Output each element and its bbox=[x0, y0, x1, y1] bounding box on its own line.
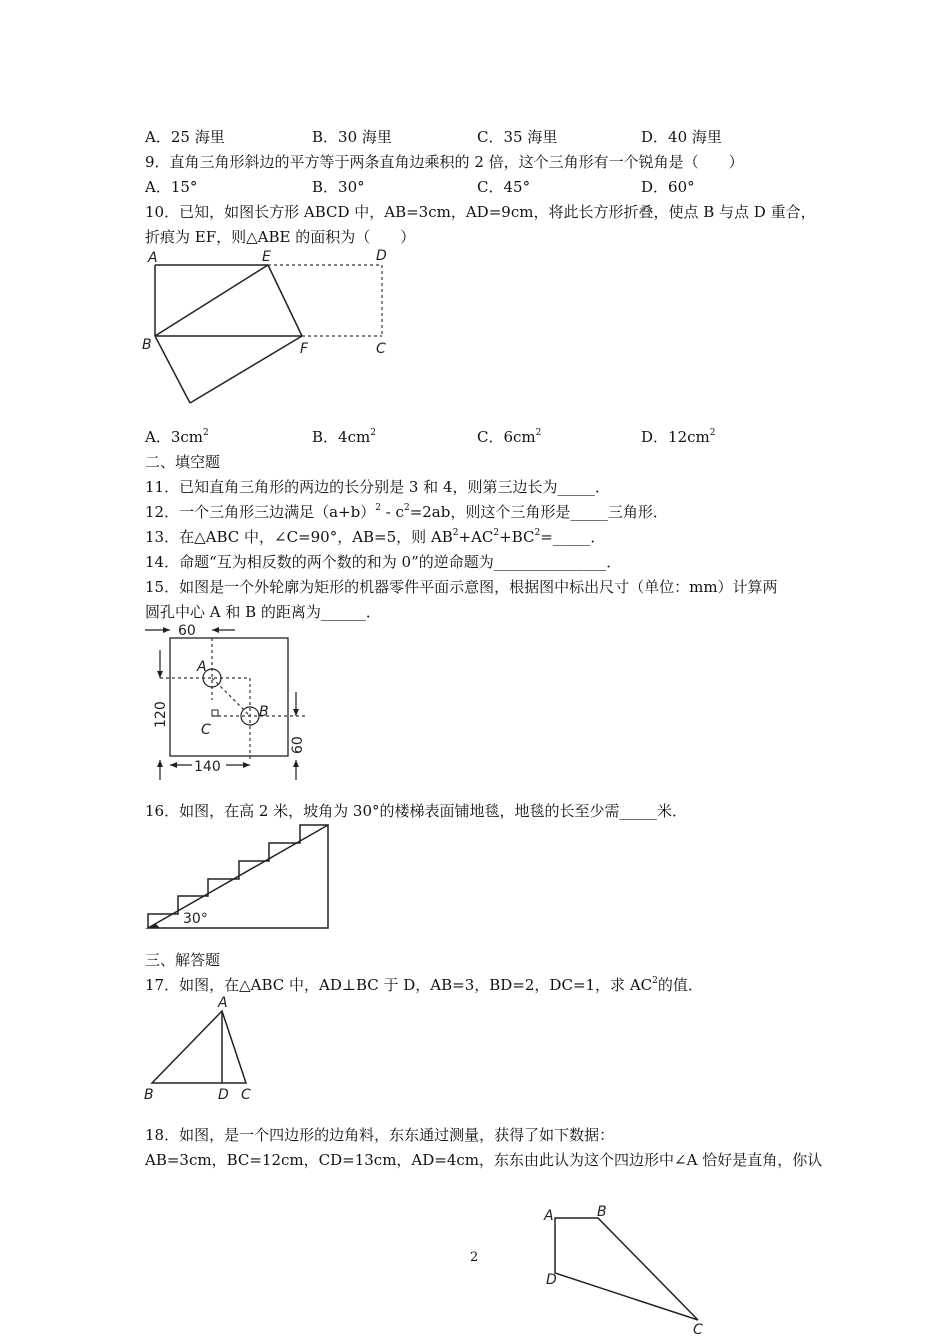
fig15-label-b: B bbox=[259, 704, 269, 720]
section-fill-in: 二、填空题 bbox=[145, 453, 221, 471]
fig15-right-dim-head2 bbox=[293, 760, 299, 767]
q15-figure bbox=[140, 620, 320, 785]
section-solve: 三、解答题 bbox=[145, 951, 221, 969]
fig15-label-right: 60 bbox=[290, 736, 306, 754]
q12-text: 12．一个三角形三边满足$(a+b)^2 - c^2=2ab$，则这个三角形是_____三角形． bbox=[145, 503, 668, 521]
q8-option-c: C．35 海里 bbox=[477, 128, 558, 146]
fig18-label-d: D bbox=[546, 1272, 557, 1288]
fig15-bottom-head-left bbox=[170, 762, 177, 768]
fig10-edge-bg bbox=[155, 336, 190, 403]
q9-option-c: C．45° bbox=[477, 178, 531, 196]
q10-text-line2: 折痕为 EF，则△ABE 的面积为（ ） bbox=[145, 228, 416, 246]
fig15-label-c: C bbox=[201, 722, 211, 738]
fig18-quadrilateral bbox=[555, 1218, 698, 1320]
q9-text: 9．直角三角形斜边的平方等于两条直角边乘积的 2 倍，这个三角形有一个锐角是（ ） bbox=[145, 153, 744, 171]
q18-text-line1: 18．如图，是一个四边形的边角料，东东通过测量，获得了如下数据： bbox=[145, 1126, 615, 1144]
q15-text-line2: 圆孔中心 A 和 B 的距离为______． bbox=[145, 603, 381, 621]
q11-text: 11．已知直角三角形的两边的长分别是 3 和 4，则第三边长为_____． bbox=[145, 478, 610, 496]
q10-option-d: D．$12cm^2$ bbox=[641, 428, 716, 446]
fig16-angle-label: 30° bbox=[183, 911, 208, 927]
fig18-label-a: A bbox=[544, 1208, 554, 1224]
fig15-left-dim-head2 bbox=[157, 760, 163, 767]
q10-text-line1: 10．已知，如图长方形 ABCD 中，AB=3cm，AD=9cm，将此长方形折叠，使点 B 与点 D 重合， bbox=[145, 203, 816, 221]
fig17-label-c: C bbox=[241, 1087, 251, 1103]
fig10-label-f: F bbox=[300, 341, 309, 357]
fig10-label-b: B bbox=[142, 337, 152, 353]
fig15-right-dim-head bbox=[293, 709, 299, 716]
fig15-label-a: A bbox=[197, 659, 207, 675]
q17-figure bbox=[140, 993, 265, 1105]
q8-option-b: B．30 海里 bbox=[312, 128, 392, 146]
fig17-triangle bbox=[152, 1011, 246, 1083]
q8-option-d: D．40 海里 bbox=[641, 128, 722, 146]
fig15-right-angle bbox=[212, 710, 218, 716]
q18-figure bbox=[540, 1200, 715, 1338]
fig15-arrowhead-tr bbox=[212, 627, 219, 633]
q9-option-a: A．15° bbox=[145, 178, 198, 196]
q8-option-a: A．25 海里 bbox=[145, 128, 225, 146]
fig17-label-a: A bbox=[218, 995, 228, 1011]
page-number: 2 bbox=[470, 1250, 479, 1265]
fig10-label-e: E bbox=[262, 249, 271, 265]
q16-figure bbox=[145, 822, 330, 930]
fig15-bottom-head-right bbox=[243, 762, 250, 768]
fig15-outline bbox=[170, 638, 288, 756]
q18-text-line2: AB=3cm，BC=12cm，CD=13cm，AD=4cm，东东由此认为这个四边形中∠A 恰好是直角，你认 bbox=[145, 1151, 823, 1169]
fig10-edge-be bbox=[155, 265, 268, 336]
fig15-arrowhead-tl bbox=[163, 627, 170, 633]
fig15-label-bottom: 140 bbox=[194, 759, 221, 775]
q10-option-b: B．$4cm^2$ bbox=[312, 428, 376, 446]
fig18-label-b: B bbox=[597, 1204, 607, 1220]
q13-text: 13．在△ABC 中，∠C=90°，AB=5，则 $AB^2+AC^2+BC^2=\_\_\_\_\_$． bbox=[145, 528, 606, 546]
fig17-label-d: D bbox=[218, 1087, 229, 1103]
fig15-left-dim-head bbox=[157, 671, 163, 678]
fig10-label-c: C bbox=[376, 341, 386, 357]
fig10-edge-ef bbox=[268, 265, 302, 336]
fig15-label-top: 60 bbox=[178, 623, 196, 639]
fig10-edge-gf bbox=[190, 336, 302, 403]
fig18-label-c: C bbox=[693, 1322, 703, 1338]
fig16-triangle bbox=[148, 825, 328, 928]
q14-text: 14．命题“互为相反数的两个数的和为 0”的逆命题为_______________． bbox=[145, 553, 622, 571]
fig10-label-d: D bbox=[376, 248, 387, 264]
q16-text: 16．如图，在高 2 米，坡角为 30°的楼梯表面铺地毯，地毯的长至少需_____米． bbox=[145, 802, 688, 820]
q9-option-d: D．60° bbox=[641, 178, 695, 196]
q10-option-c: C．$6cm^2$ bbox=[477, 428, 542, 446]
fig15-label-left: 120 bbox=[153, 701, 169, 728]
q10-figure bbox=[140, 245, 400, 410]
q15-text-line1: 15．如图是一个外轮廓为矩形的机器零件平面示意图，根据图中标出尺寸（单位：mm）计算两 bbox=[145, 578, 778, 596]
q17-text: 17．如图，在△ABC 中，AD⊥BC 于 D，AB=3，BD=2，DC=1，求 $AC^2$的值． bbox=[145, 976, 703, 994]
q9-option-b: B．30° bbox=[312, 178, 365, 196]
fig10-label-a: A bbox=[148, 250, 158, 266]
fig17-label-b: B bbox=[144, 1087, 154, 1103]
q10-option-a: A．$3cm^2$ bbox=[145, 428, 209, 446]
